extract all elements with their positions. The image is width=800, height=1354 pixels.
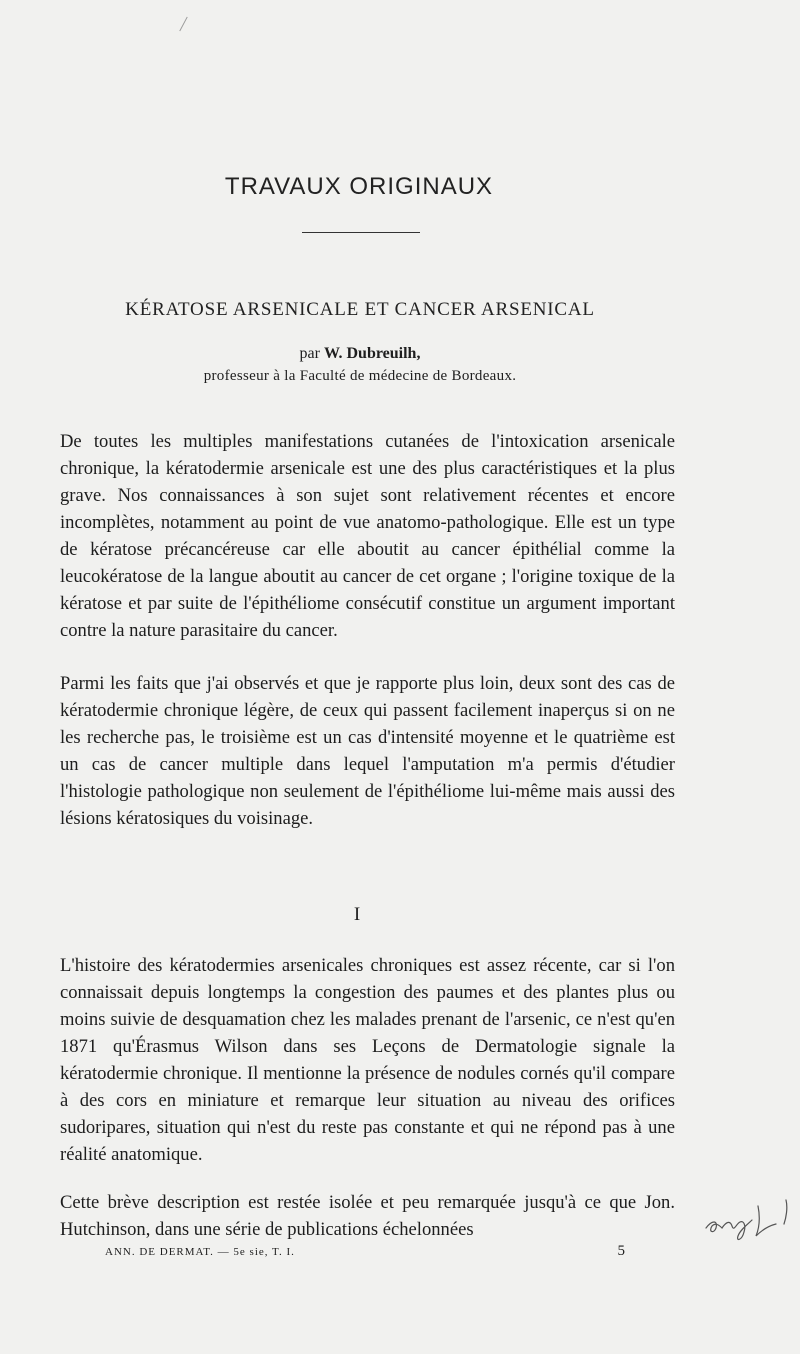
- paragraph-text: Cette brève description est restée isolée et peu remarquée jusqu'à ce que Jon. Hutchinson, dans une série de publications échelonnées: [60, 1192, 675, 1240]
- byline: [0, 345, 720, 363]
- page-number: 5: [617, 1243, 625, 1259]
- paragraph-text: L'histoire des kératodermies arsenicales chroniques est assez récente, car si l'on connaissait depuis longtemps la congestion des paumes et des plantes plus ou moins suivie de desquamation chez les malades prenant de l'arsenic, ce n'est qu'en 1871 qu'Érasmus Wilson dans ses Leçons de Dermatologie signale la kératodermie chronique. Il mentionne la présence de nodules cornés qu'il compare à des cors en miniature et remarque leur situation au niveau des orifices sudoripares, situation qui n'est du reste pas constante et qui ne répond pas à une réalité anatomique.: [60, 955, 675, 1165]
- pencil-mark: [179, 17, 187, 32]
- article-title: KÉRATOSE ARSENICALE ET CANCER ARSENICAL: [125, 299, 595, 320]
- author-affiliation: professeur à la Faculté de médecine de Bordeaux.: [203, 368, 517, 384]
- section-number: I: [353, 904, 361, 925]
- byline-prefix: par: [299, 345, 320, 362]
- page-footer: [105, 1243, 625, 1259]
- paragraph-continuation: [60, 1189, 675, 1243]
- section-heading: TRAVAUX ORIGINAUX: [224, 173, 494, 200]
- heading-divider: [302, 232, 420, 233]
- paragraph-observations: [60, 670, 675, 832]
- handwritten-signature-icon: [702, 1180, 800, 1250]
- author-name: W. Dubreuilh,: [323, 345, 421, 362]
- paragraph-history: [60, 952, 675, 1168]
- paragraph-text: De toutes les multiples manifestations cutanées de l'intoxication arsenicale chronique, la kératodermie arsenicale est une des plus caractéristiques et la plus grave. Nos connaissances à son sujet sont relativement récentes et encore incomplètes, notamment au point de vue anatomo-pathologique. Elle est un type de kératose précancéreuse car elle aboutit au cancer épithélial comme la leucokératose de la langue aboutit au cancer de cet organe ; l'origine toxique de la kératose et par suite de l'épithéliome consécutif constitue un argument important contre la nature parasitaire du cancer.: [60, 431, 675, 641]
- journal-reference: ANN. DE DERMAT. — 5e sie, T. I.: [105, 1246, 295, 1258]
- paragraph-intro: [60, 428, 675, 644]
- paragraph-text: Parmi les faits que j'ai observés et que je rapporte plus loin, deux sont des cas de kératodermie chronique légère, de ceux qui passent facilement inaperçus si on ne les recherche pas, le troisième est un cas d'intensité moyenne et le quatrième est un cas de cancer multiple dans lequel l'amputation m'a permis d'étudier l'histologie pathologique non seulement de l'épithéliome lui-même mais aussi des lésions kératosiques du voisinage.: [60, 673, 675, 829]
